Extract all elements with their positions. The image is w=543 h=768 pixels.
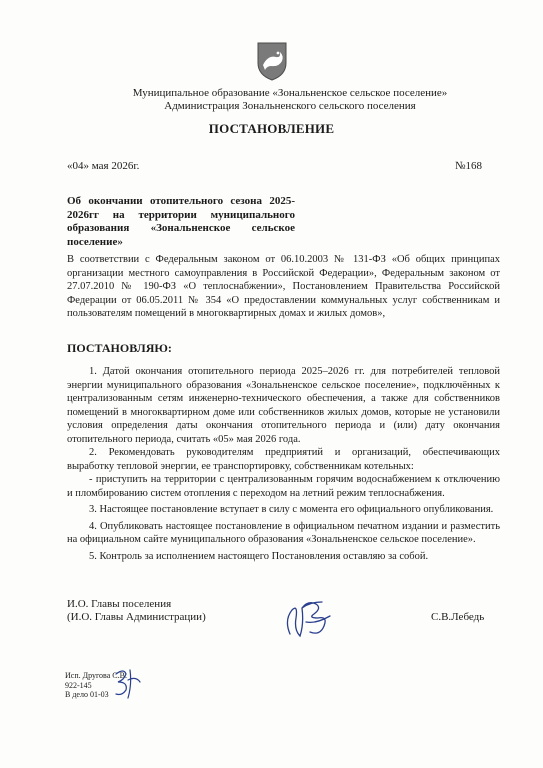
decree-items — [67, 365, 500, 563]
item-3-line: 3. Настоящее постановление вступает в силу с момента его официального опубликования. — [89, 504, 494, 515]
signatory-role-line: И.О. Главы поселения — [67, 598, 172, 610]
item-1-line: отопительного периода, считать «05» мая 2026 года. — [67, 433, 301, 445]
document-number: №168 — [455, 160, 482, 172]
document-date: «04» мая 2026г. — [67, 160, 140, 172]
handwritten-signature — [282, 596, 342, 642]
item-4-line: 4. Опубликовать настоящее постановление в официальном печатном издании и разместить — [89, 520, 500, 532]
preamble-line: организации местного самоуправления в Российской Федерации», Федеральным законом от — [67, 267, 500, 279]
item-1-line: помещений в многоквартирном доме или собственников жилых домов, которые не установили — [67, 406, 500, 418]
preamble — [67, 253, 500, 321]
coat-of-arms-icon — [256, 41, 288, 81]
preamble-line: пользователям помещений в многоквартирных домах и жилых домов», — [67, 308, 386, 319]
item-2-line: 2. Рекомендовать руководителям предприятий и организаций, обеспечивающих — [89, 447, 500, 458]
item-5-line: 5. Контроль за исполнением настоящего Постановления оставляю за собой. — [89, 550, 429, 562]
item-2-line: и пломбированию систем отопления с переходом на летний режим теплоснабжения. — [67, 487, 445, 499]
item-1-line: централизованным сетям инженерно-технического обеспечения, а также для собственников — [67, 393, 500, 404]
item-1-line: 1. Датой окончания отопительного периода 2025–2026 гг. для потребителей тепловой — [89, 366, 500, 377]
item-1-line: условия определения даты окончания отопительного периода и (или) дату окончания — [67, 420, 500, 431]
item-2-line: - приступить на территории с централизованным горячим водоснабжением к отключению — [89, 474, 500, 485]
decree-heading: ПОСТАНОВЛЯЮ: — [67, 341, 172, 355]
signatory-role-line: (И.О. Главы Администрации) — [67, 611, 206, 623]
item-2-line: выработку тепловой энергии, ее транспортировку, собственникам котельных: — [67, 460, 414, 472]
executor-initials-signature — [110, 664, 146, 700]
preamble-line: 27.07.2010 № 190-ФЗ «О теплоснабжении», Постановлением Правительства Российской — [67, 281, 500, 292]
document-subject: Об окончании отопительного сезона 2025-2026гг на территории муниципального образования «Зональненское сельское поселение» — [67, 195, 295, 248]
municipality-name: Муниципальное образование «Зональненское сельское поселение» — [132, 87, 448, 99]
file-reference: В дело 01-03 — [65, 690, 109, 699]
administration-name: Администрация Зональненского сельского поселения — [164, 100, 416, 112]
item-4-line: на официальном сайте муниципального образования «Зональненское сельское поселение». — [67, 534, 476, 545]
executor-name: Исп. Другова С.В. — [65, 671, 127, 680]
signatory-role — [67, 598, 206, 624]
executor-phone: 922-145 — [65, 680, 92, 690]
item-1-line: энергии муниципального образования «Зональненское сельское поселение», подключённых к — [67, 379, 500, 391]
signatory-name: С.В.Лебедь — [431, 611, 485, 623]
preamble-line: Федерации от 06.05.2011 № 354 «О предоставлении коммунальных услуг собственникам и — [67, 294, 500, 306]
preamble-line: В соответствии с Федеральным законом от 06.10.2003 № 131-ФЗ «Об общих принципах — [67, 254, 500, 265]
document-title: ПОСТАНОВЛЕНИЕ — [208, 121, 335, 136]
